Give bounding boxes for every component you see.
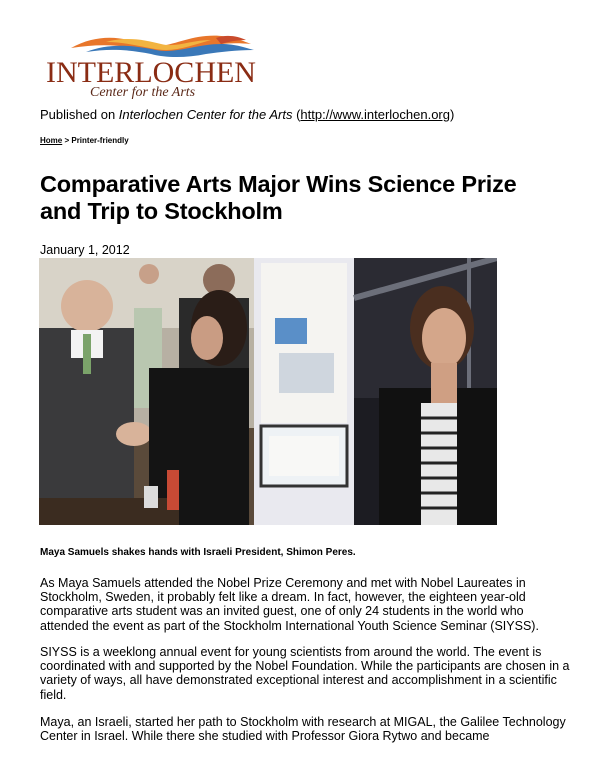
logo-wordmark: INTERLOCHEN: [46, 56, 256, 89]
article-photo: [39, 258, 497, 525]
breadcrumb: [40, 136, 129, 145]
article-paragraph-3: Maya, an Israeli, started her path to Stockholm with research at MIGAL, the Galilee Technology Center in Israel. While there she studied with Professor Giora Rytwo and became: [40, 715, 566, 744]
breadcrumb-separator: >: [62, 136, 72, 145]
breadcrumb-current: Printer-friendly: [71, 136, 129, 145]
photo-illustration: [39, 258, 497, 525]
article-paragraph-2: SIYSS is a weeklong annual event for young scientists from around the world. The event is coordinated with and supported by the Nobel Foundation. While the participants are chosen in a variety of ways, all have demonstrated exceptional interest and accomplishment in a scientific field.: [40, 645, 570, 702]
published-url-link[interactable]: http://www.interlochen.org: [300, 107, 450, 122]
interlochen-logo: [46, 30, 256, 102]
article-title: Comparative Arts Major Wins Science Prize and Trip to Stockholm: [40, 171, 517, 224]
published-site: Interlochen Center for the Arts: [118, 107, 293, 122]
logo-tagline: Center for the Arts: [90, 85, 196, 100]
photo-caption: Maya Samuels shakes hands with Israeli President, Shimon Peres.: [40, 547, 356, 558]
published-close: ): [449, 107, 455, 122]
article-paragraph-1: As Maya Samuels attended the Nobel Prize Ceremony and met with Nobel Laureates in Stockholm, Sweden, it probably felt like a dream. In fact, however, the eighteen year-old comparative arts student was an invited guest, one of only 24 students in the world who attended the event as part of the Stockholm International Youth Science Seminar (SIYSS).: [40, 576, 539, 633]
published-line: [40, 107, 454, 122]
breadcrumb-home-link[interactable]: Home: [40, 136, 63, 145]
published-open: (: [292, 107, 301, 122]
published-prefix: Published on: [40, 107, 119, 122]
article-date: January 1, 2012: [40, 243, 130, 257]
